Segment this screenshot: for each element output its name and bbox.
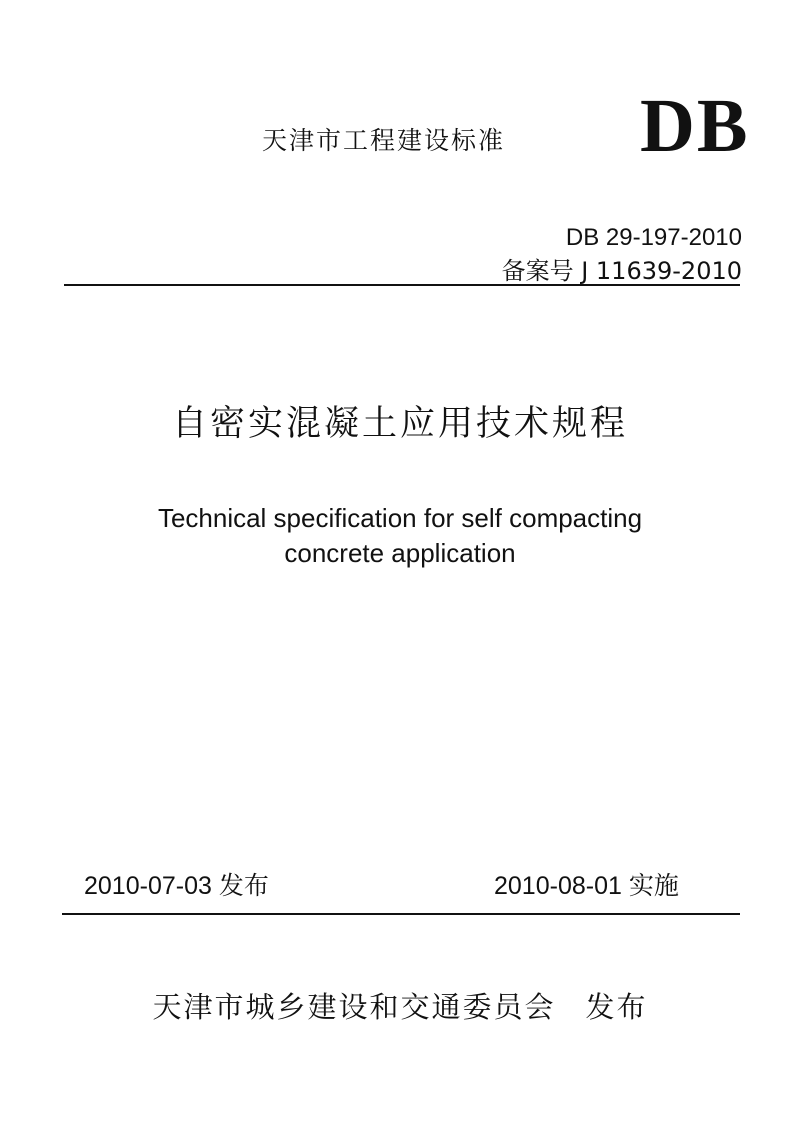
issuer-action: 发布 (585, 990, 648, 1024)
issuing-authority (0, 985, 800, 1026)
standard-number: DB 29-197-2010 (565, 224, 742, 251)
record-number: 备案号 J 11639-2010 (501, 257, 742, 285)
db-logo-mark: DB (640, 84, 750, 168)
effective-date: 2010-08-01 实施 (494, 872, 679, 900)
document-title-chinese: 自密实混凝土应用技术规程 (171, 404, 628, 444)
document-title-english-line1: Technical specification for self compacting (157, 503, 643, 533)
publish-date: 2010-07-03 发布 (84, 872, 269, 900)
issuer-name: 天津市城乡建设和交通委员会 (152, 990, 556, 1024)
standard-category-heading: 天津市工程建设标准 (262, 126, 506, 155)
bottom-divider (62, 913, 740, 915)
top-divider (64, 284, 740, 286)
document-title-english-line2: concrete application (284, 538, 516, 568)
